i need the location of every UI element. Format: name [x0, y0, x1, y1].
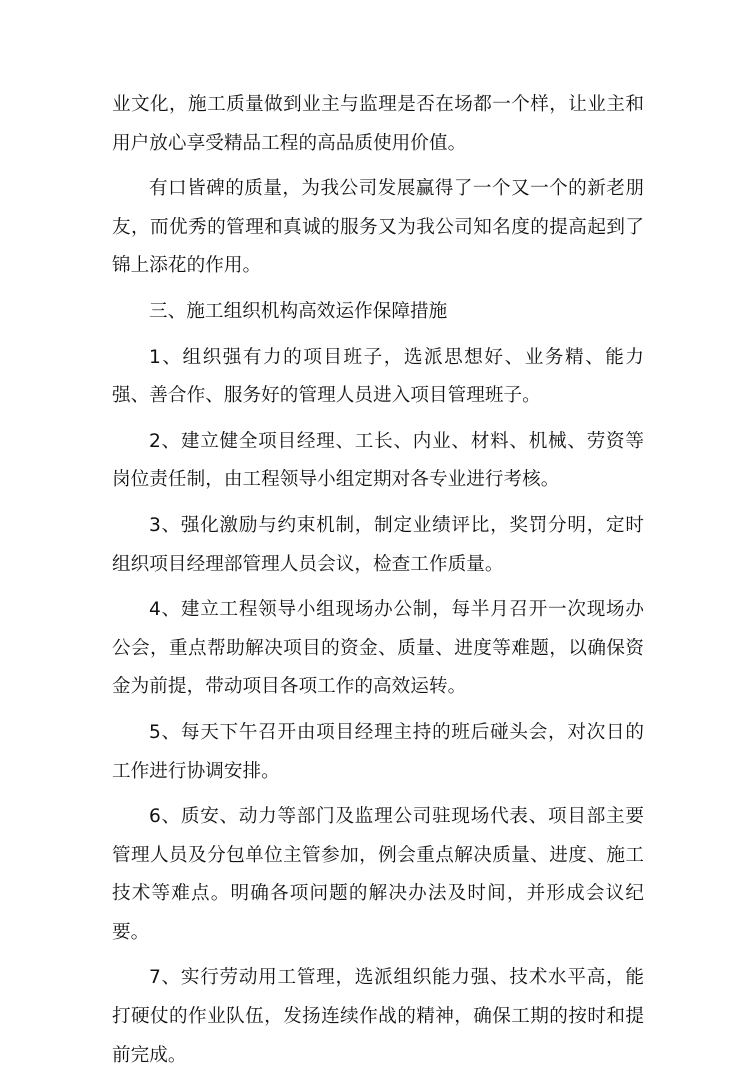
- list-item-7: 7、实行劳动用工管理，选派组织能力强、技术水平高，能打硬仗的作业队伍，发扬连续作战的精神，确保工期的按时和提前完成。: [112, 967, 644, 1066]
- list-item-6: 6、质安、动力等部门及监理公司驻现场代表、项目部主要管理人员及分包单位主管参加，例会重点解决质量、进度、施工技术等难点。明确各项问题的解决办法及时间，并形成会议纪要。: [112, 806, 644, 943]
- list-item-1: 1、组织强有力的项目班子，选派思想好、业务精、能力强、善合作、服务好的管理人员进入项目管理班子。: [112, 346, 644, 407]
- paragraph-2: 有口皆碑的质量，为我公司发展赢得了一个又一个的新老朋友，而优秀的管理和真诚的服务又为我公司知名度的提高起到了锦上添花的作用。: [112, 178, 644, 277]
- paragraph-1: 业文化，施工质量做到业主与监理是否在场都一个样，让业主和用户放心享受精品工程的高品质使用价值。: [112, 94, 644, 154]
- list-item-5: 5、每天下午召开由项目经理主持的班后碰头会，对次日的工作进行协调安排。: [112, 721, 644, 782]
- list-item-4: 4、建立工程领导小组现场办公制，每半月召开一次现场办公会，重点帮助解决项目的资金、质量、进度等难题，以确保资金为前提，带动项目各项工作的高效运转。: [112, 599, 644, 698]
- list-item-3: 3、强化激励与约束机制，制定业绩评比，奖罚分明，定时组织项目经理部管理人员会议，检查工作质量。: [112, 514, 644, 575]
- list-item-2: 2、建立健全项目经理、工长、内业、材料、机械、劳资等岗位责任制，由工程领导小组定期对各专业进行考核。: [112, 430, 644, 491]
- document-body: [112, 86, 644, 1082]
- section-heading: 三、施工组织机构高效运作保障措施: [149, 300, 448, 322]
